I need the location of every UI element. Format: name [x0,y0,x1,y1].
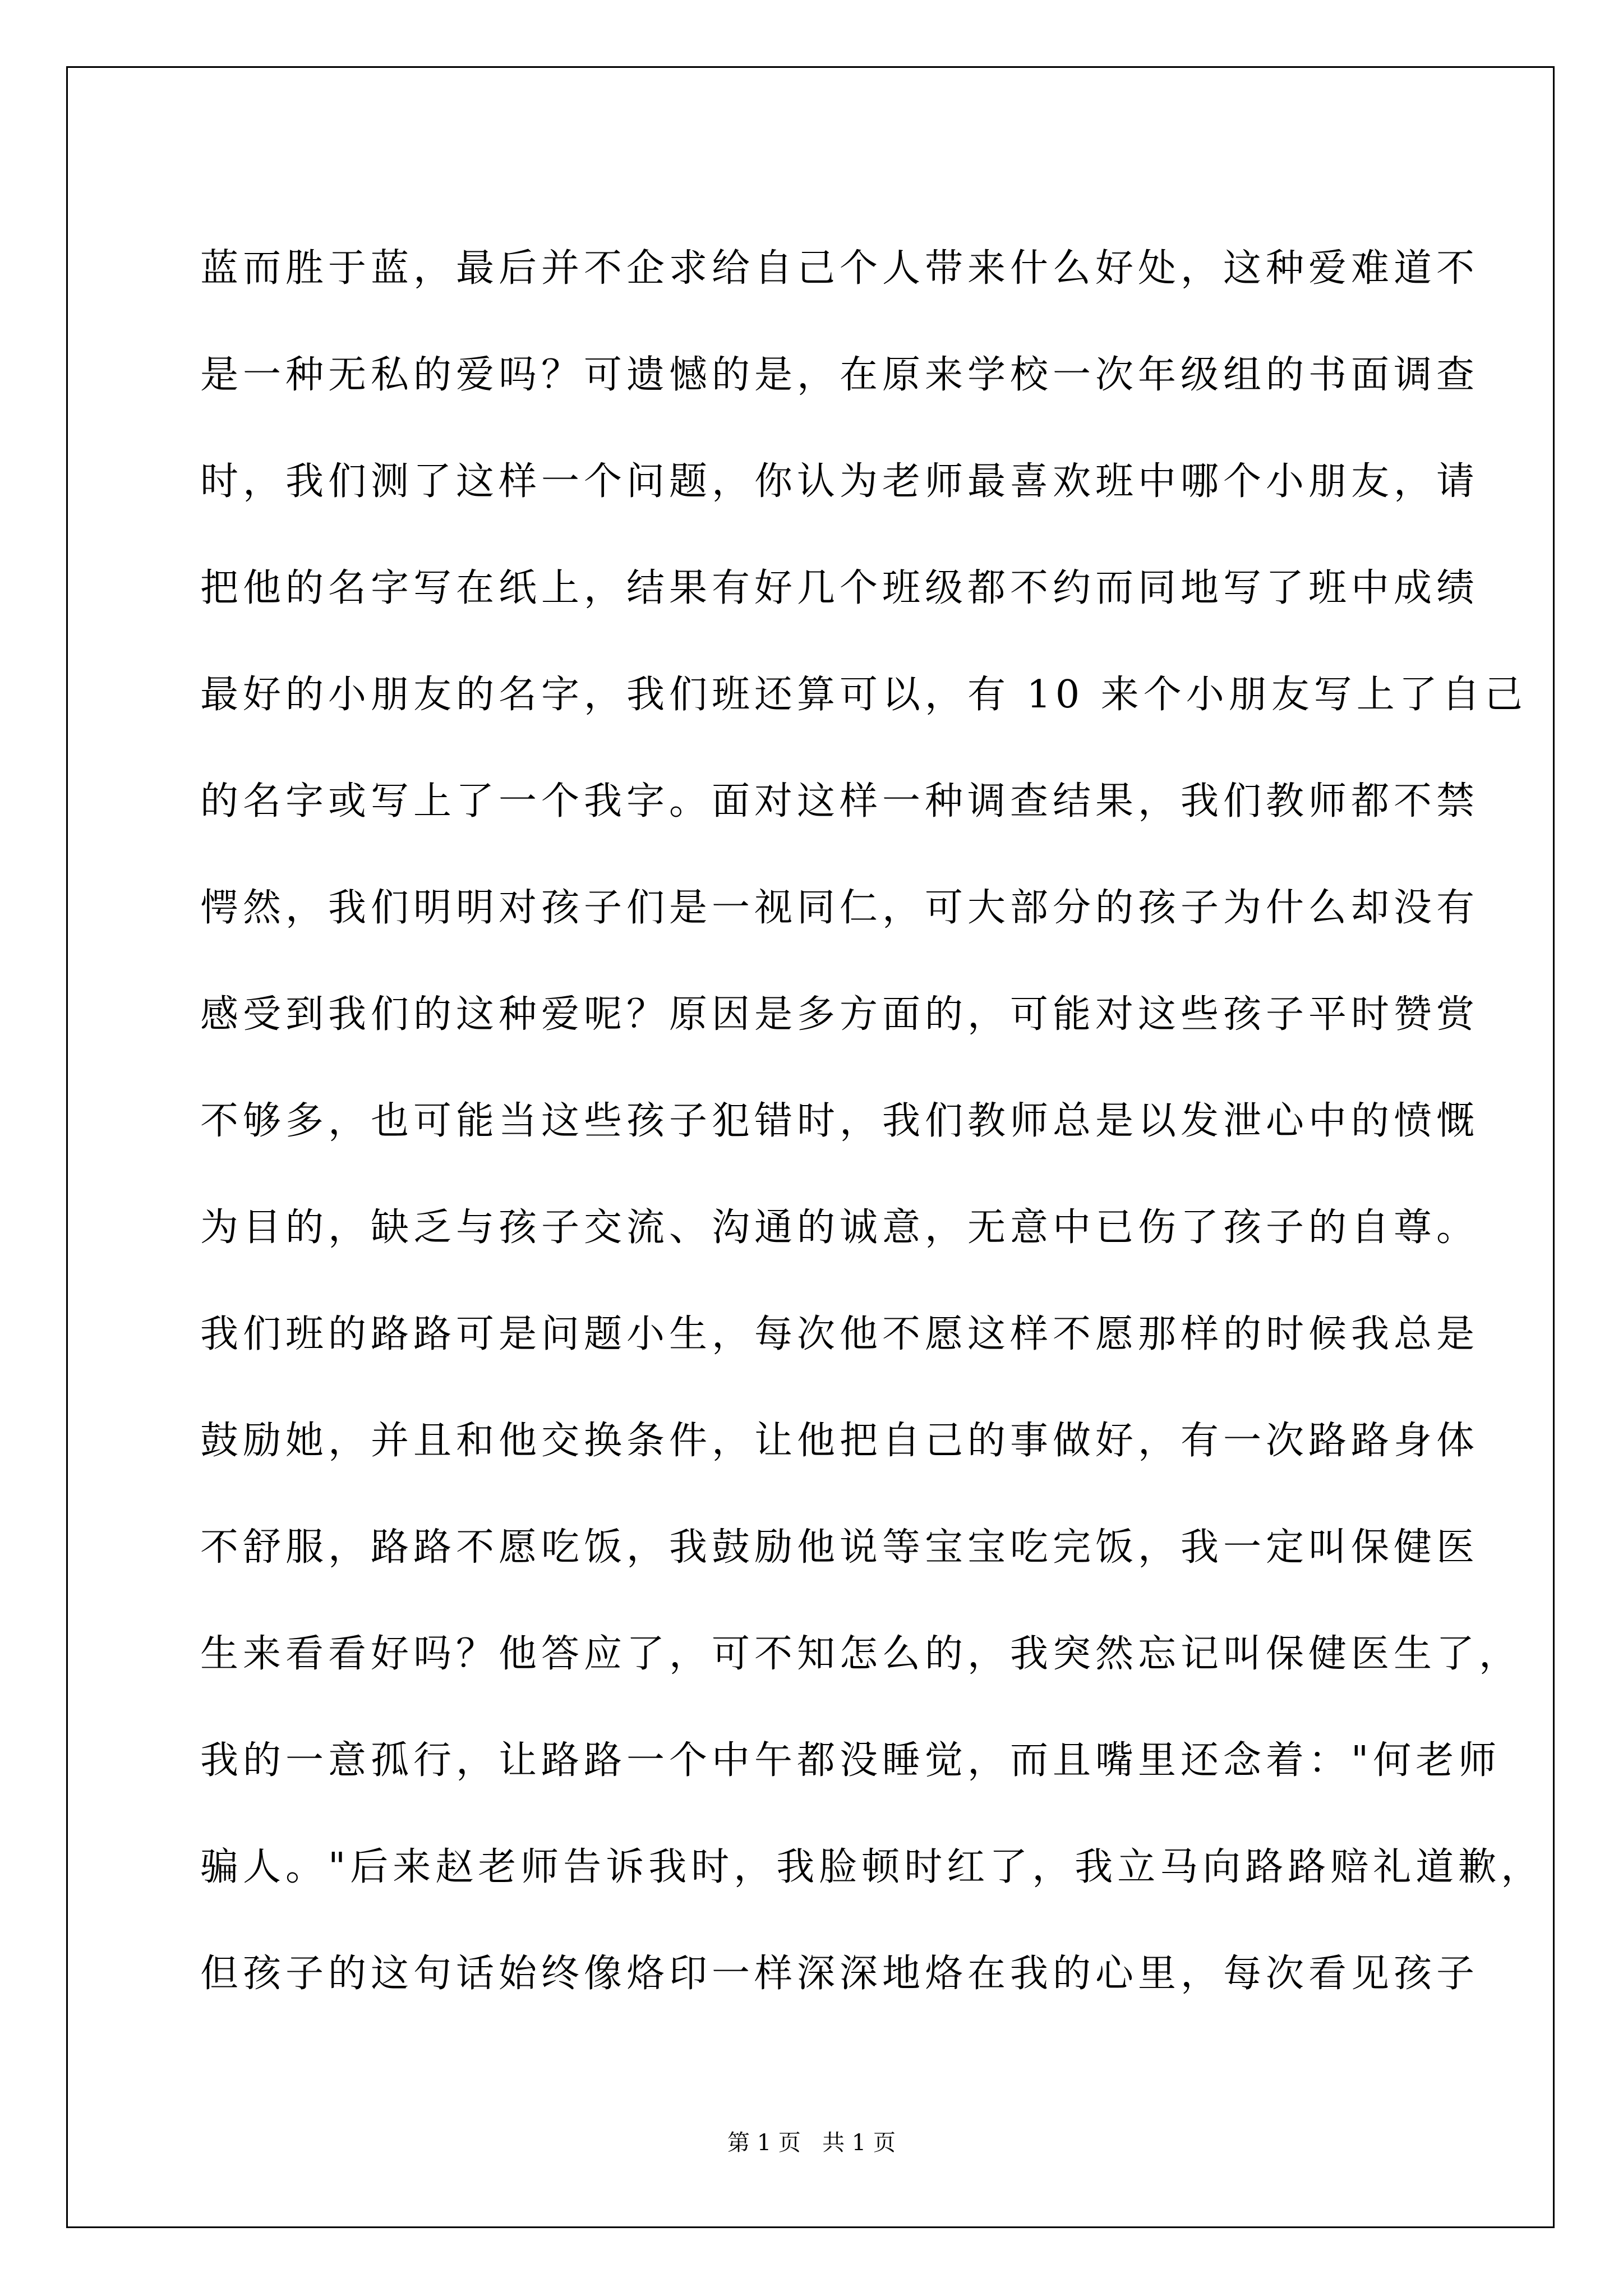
text-line: 生来看看好吗？他答应了，可不知怎么的，我突然忘记叫保健医生了， [200,1632,1522,1676]
text-line: 我的一意孤行，让路路一个中午都没睡觉，而且嘴里还念着："何老师 [200,1738,1501,1783]
text-line: 时，我们测了这样一个问题，你认为老师最喜欢班中哪个小朋友，请 [200,459,1479,504]
text-line: 是一种无私的爱吗？可遗憾的是，在原来学校一次年级组的书面调查 [200,353,1479,397]
text-line: 鼓励她，并且和他交换条件，让他把自己的事做好，有一次路路身体 [200,1419,1479,1463]
text-line: 的名字或写上了一个我字。面对这样一种调查结果，我们教师都不禁 [200,779,1479,823]
page-footer: 第 1 页 共 1 页 [727,2130,896,2156]
text-line: 为目的，缺乏与孩子交流、沟通的诚意，无意中已伤了孩子的自尊。 [200,1205,1479,1250]
text-line: 我们班的路路可是问题小生，每次他不愿这样不愿那样的时候我总是 [200,1312,1479,1356]
text-line: 蓝而胜于蓝，最后并不企求给自己个人带来什么好处，这种爱难道不 [200,246,1479,291]
text-line: 骗人。"后来赵老师告诉我时，我脸顿时红了，我立马向路路赔礼道歉， [200,1845,1544,1889]
text-line: 感受到我们的这种爱呢？原因是多方面的，可能对这些孩子平时赞赏 [200,992,1479,1037]
text-line: 愕然，我们明明对孩子们是一视同仁，可大部分的孩子为什么却没有 [200,886,1479,930]
text-line: 不舒服，路路不愿吃饭，我鼓励他说等宝宝吃完饭，我一定叫保健医 [200,1525,1479,1570]
text-line: 最好的小朋友的名字，我们班还算可以，有 10 来个小朋友写上了自己 [200,673,1527,717]
text-line: 不够多，也可能当这些孩子犯错时，我们教师总是以发泄心中的愤慨 [200,1099,1479,1143]
text-line: 但孩子的这句话始终像烙印一样深深地烙在我的心里，每次看见孩子 [200,1952,1479,1996]
text-line: 把他的名字写在纸上，结果有好几个班级都不约而同地写了班中成绩 [200,566,1479,610]
document-body [200,215,1544,2027]
